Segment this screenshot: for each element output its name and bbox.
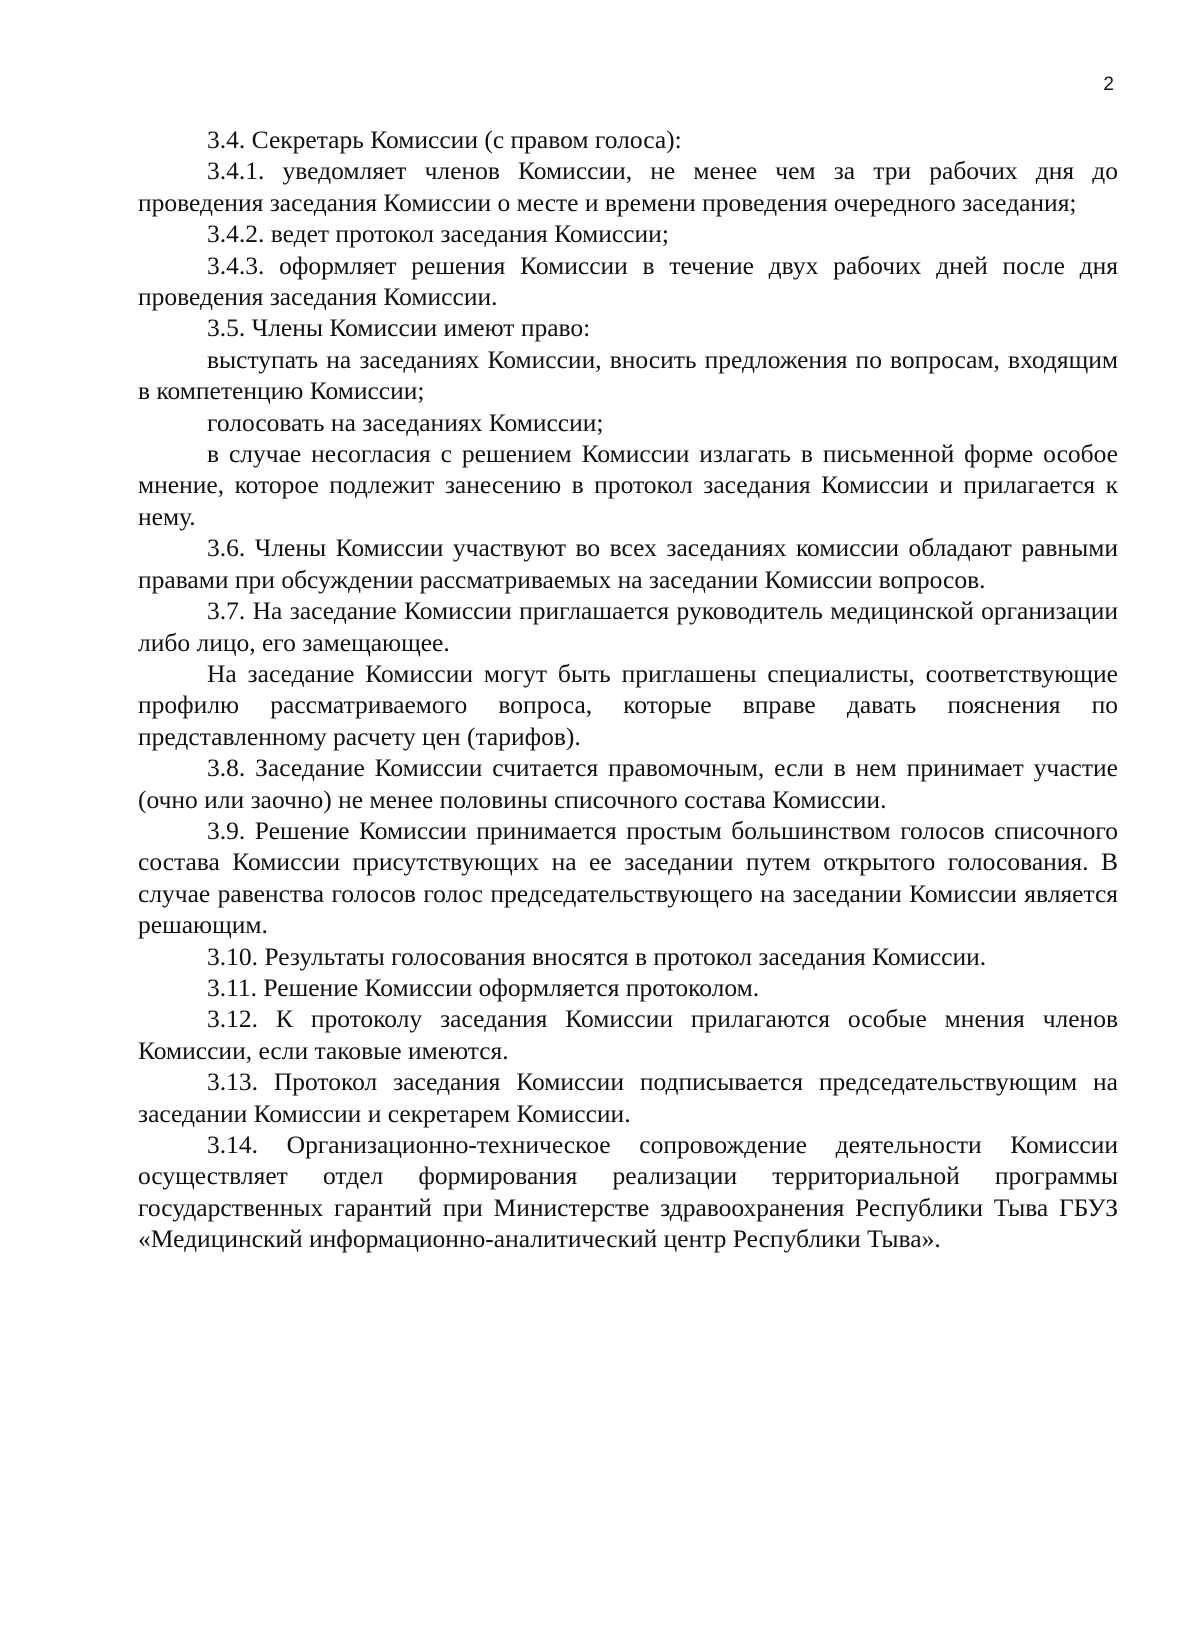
paragraph-3-6: 3.6. Члены Комиссии участвуют во всех заседаниях комиссии обладают равными правами при обсуждении рассматриваемых на заседании Комиссии вопросов. xyxy=(138,533,1118,594)
paragraph-3-13: 3.13. Протокол заседания Комиссии подписывается председательствующим на заседании Комиссии и секретарем Комиссии. xyxy=(138,1067,1118,1128)
paragraph-3-10: 3.10. Результаты голосования вносятся в протокол заседания Комиссии. xyxy=(207,941,987,971)
paragraph-3-5-item-2: голосовать на заседаниях Комиссии; xyxy=(207,407,604,437)
document-body xyxy=(138,124,1118,1255)
paragraph-3-4-2: 3.4.2. ведет протокол заседания Комиссии; xyxy=(207,219,669,249)
paragraph-3-12: 3.12. К протоколу заседания Комиссии прилагаются особые мнения членов Комиссии, если таковые имеются. xyxy=(138,1004,1118,1065)
paragraph-3-5: 3.5. Члены Комиссии имеют право: xyxy=(207,313,591,343)
paragraph-3-7: 3.7. На заседание Комиссии приглашается руководитель медицинской организации либо лицо, его замещающее. xyxy=(138,596,1118,657)
paragraph-3-5-item-3: в случае несогласия с решением Комиссии излагать в письменной форме особое мнение, которое подлежит занесению в протокол заседания Комиссии и прилагается к нему. xyxy=(138,439,1118,531)
paragraph-3-4-3: 3.4.3. оформляет решения Комиссии в течение двух рабочих дней после дня проведения заседания Комиссии. xyxy=(138,250,1118,312)
paragraph-3-11: 3.11. Решение Комиссии оформляется протоколом. xyxy=(207,972,760,1002)
paragraph-3-14: 3.14. Организационно-техническое сопровождение деятельности Комиссии осуществляет отдел формирования реализации территориальной программы государственных гарантий при Министерстве здравоохранения Республики Тыва ГБУЗ «Медицинский информационно-аналитический центр Республики Тыва». xyxy=(138,1130,1118,1254)
paragraph-3-5-item-1: выступать на заседаниях Комиссии, вносить предложения по вопросам, входящим в компетенцию Комиссии; xyxy=(138,344,1118,406)
paragraph-3-9: 3.9. Решение Комиссии принимается простым большинством голосов списочного состава Комиссии присутствующих на ее заседании путем открытого голосования. В случае равенства голосов голос председательствующего на заседании Комиссии является решающим. xyxy=(138,815,1118,940)
paragraph-3-7-invited: На заседание Комиссии могут быть приглашены специалисты, соответствующие профилю рассматриваемого вопроса, которые вправе давать пояснения по представленному расчету цен (тарифов). xyxy=(138,658,1118,751)
paragraph-3-4: 3.4. Секретарь Комиссии (с правом голоса): xyxy=(207,125,682,154)
paragraph-3-8: 3.8. Заседание Комиссии считается правомочным, если в нем принимает участие (очно или заочно) не менее половины списочного состава Комиссии. xyxy=(138,753,1118,814)
paragraph-3-4-1: 3.4.1. уведомляет членов Комиссии, не менее чем за три рабочих дня до проведения заседания Комиссии о месте и времени проведения очередного заседания; xyxy=(138,156,1118,217)
page-number: 2 xyxy=(1103,74,1114,95)
